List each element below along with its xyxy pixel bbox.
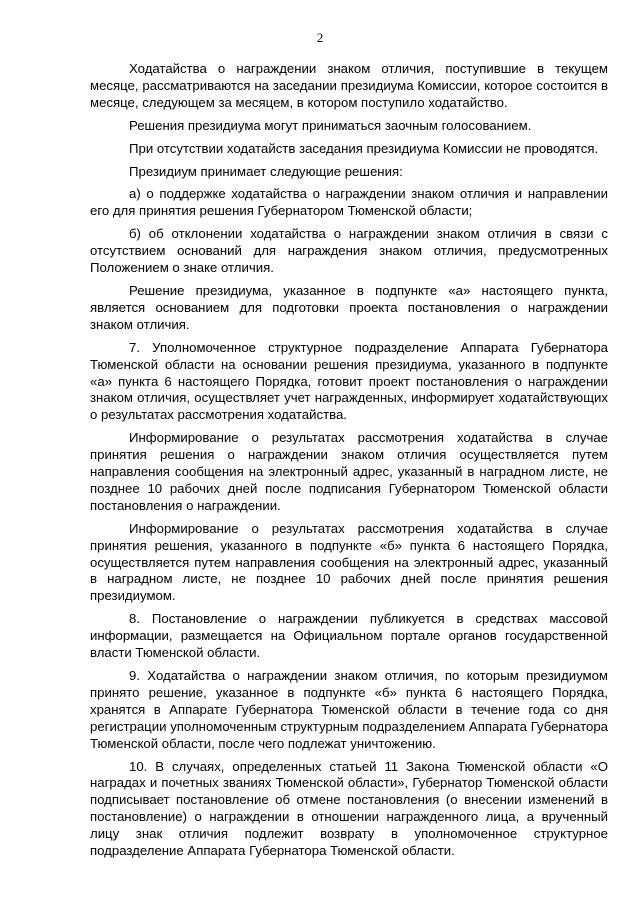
paragraph-decision-b: б) об отклонении ходатайства о награждении знаком отличия в связи с отсутствием оснований для награждения знаком отличия, предусмотренных Положением о знаке отличия. — [90, 226, 608, 276]
paragraph-item-10: 10. В случаях, определенных статьей 11 Закона Тюменской области «О наградах и почетных званиях Тюменской области», Губернатор Тюменской области подписывает постановление об отмене постановления (о внесении изменений в постановление) о награждении в отношении награжденного лица, а врученный лицу знак отличия подлежит возврату в уполномоченное структурное подразделение Аппарата Губернатора Тюменской области. — [90, 758, 608, 859]
paragraph-informing-award: Информирование о результатах рассмотрения ходатайства в случае принятия решения о награждении знаком отличия осуществляется путем направления сообщения на электронный адрес, указанный в наградном листе, не позднее 10 рабочих дней после подписания Губернатором Тюменской области постановления о награждении. — [90, 430, 608, 513]
paragraph-item-8: 8. Постановление о награждении публикуется в средствах массовой информации, размещается на Официальном портале органов государственной власти Тюменской области. — [90, 611, 608, 661]
document-body — [90, 61, 608, 866]
paragraph-decision-basis: Решение президиума, указанное в подпункте «а» настоящего пункта, является основанием для подготовки проекта постановления о награждении знаком отличия. — [90, 282, 608, 332]
paragraph-item-7: 7. Уполномоченное структурное подразделение Аппарата Губернатора Тюменской области на основании решения президиума, указанного в подпункте «а» пункта 6 настоящего Порядка, готовит проект постановления о награждении знаком отличия, осуществляет учет награжденных, информирует ходатайствующих о результатах рассмотрения ходатайства. — [90, 339, 608, 423]
paragraph-decisions-intro: Президиум принимает следующие решения: — [129, 163, 403, 179]
paragraph-decision-a: а) о поддержке ходатайства о награждении знаком отличия и направлении его для принятия решения Губернатором Тюменской области; — [90, 186, 608, 219]
paragraph-petitions-review: Ходатайства о награждении знаком отличия, поступившие в текущем месяце, рассматриваются на заседании президиума Комиссии, которое состоится в месяце, следующем за месяцем, в котором поступило ходатайство. — [90, 61, 608, 110]
paragraph-item-9: 9. Ходатайства о награждении знаком отличия, по которым президиумом принято решение, указанное в подпункте «б» пункта 6 настоящего Порядка, хранятся в Аппарате Губернатора Тюменской области в течение года со дня регистрации уполномоченным структурным подразделением Аппарата Губернатора Тюменской области, после чего подлежат уничтожению. — [90, 668, 608, 751]
paragraph-absentee-voting: Решения президиума могут приниматься заочным голосованием. — [129, 117, 532, 133]
paragraph-informing-rejection: Информирование о результатах рассмотрения ходатайства в случае принятия решения, указанного в подпункте «б» пункта 6 настоящего Порядка, осуществляется путем направления сообщения на электронный адрес, указанный в наградном листе, не позднее 10 рабочих дней после принятия решения президиумом. — [90, 520, 608, 604]
paragraph-no-meetings: При отсутствии ходатайств заседания президиума Комиссии не проводятся. — [129, 140, 599, 156]
page-number: 2 — [316, 30, 324, 45]
